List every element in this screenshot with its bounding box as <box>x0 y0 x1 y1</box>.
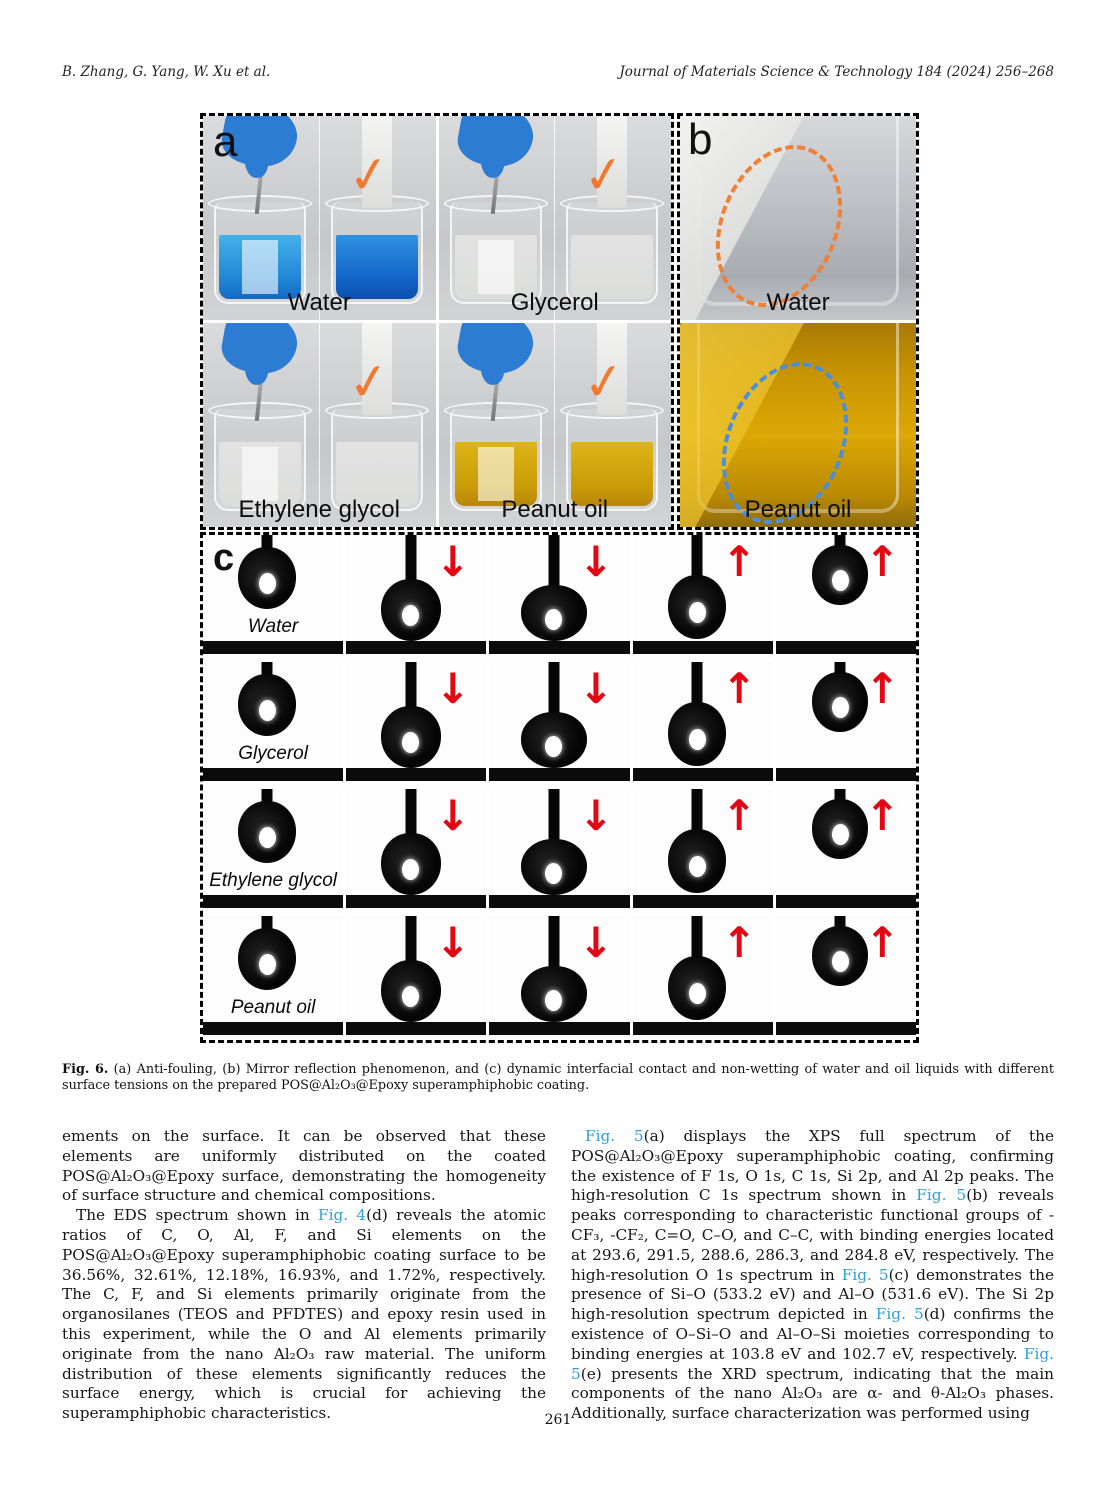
check-icon: ✓ <box>343 350 394 414</box>
droplet-icon <box>521 839 587 895</box>
coating-surface <box>346 895 486 908</box>
droplet-frame <box>203 662 343 786</box>
arrow-up-icon: ↑ <box>721 918 757 967</box>
droplet-frame <box>776 662 916 786</box>
row-label: Ethylene glycol <box>209 870 337 891</box>
droplet-icon <box>521 585 587 641</box>
text-run: (c) demonstrates the presence of Si–O (533.2 eV) and Al–O (531.6 eV). The Si 2p high-resolution spectrum depicted in <box>571 1265 1055 1324</box>
paragraph <box>571 1127 1054 1424</box>
needle-icon <box>692 662 703 704</box>
liquid-label: Water <box>766 289 830 316</box>
coated-sample <box>478 240 514 294</box>
droplet-highlight <box>832 570 849 591</box>
droplet-frame <box>346 789 486 913</box>
droplet-highlight <box>402 859 419 880</box>
coating-surface <box>203 768 343 781</box>
coating-surface <box>346 1022 486 1035</box>
check-icon: ✓ <box>343 143 394 207</box>
droplet-frame <box>633 789 773 913</box>
droplet-frame <box>489 662 629 786</box>
figure-panel-c <box>200 532 919 1043</box>
droplet-highlight <box>259 827 276 848</box>
droplet-icon <box>521 966 587 1022</box>
figure-caption <box>62 1062 1054 1094</box>
droplet-highlight <box>545 736 562 757</box>
droplet-highlight <box>545 609 562 630</box>
droplet-frame <box>346 535 486 659</box>
coating-surface <box>776 1022 916 1035</box>
droplet-highlight <box>832 824 849 845</box>
page-number: 261 <box>544 1412 572 1428</box>
coating-surface <box>633 1022 773 1035</box>
panel-c-letter: c <box>213 537 235 579</box>
droplet-frame <box>776 916 916 1040</box>
needle-icon <box>692 789 703 831</box>
quadrant-ethylene-glycol <box>203 323 436 527</box>
droplet-icon <box>668 829 726 893</box>
quadrant-peanut-oil <box>439 323 672 527</box>
panel-a-letter: a <box>213 117 238 166</box>
needle-icon <box>405 662 416 712</box>
glove-icon <box>454 323 538 379</box>
arrow-up-icon: ↑ <box>721 791 757 840</box>
coating-surface <box>203 895 343 908</box>
coating-surface <box>346 768 486 781</box>
coating-surface <box>633 641 773 654</box>
droplet-frame <box>203 535 343 659</box>
droplet-frame <box>633 662 773 786</box>
droplet-frame <box>489 789 629 913</box>
coating-surface <box>489 895 629 908</box>
header-journal: Journal of Materials Science & Technology 184 (2024) 256–268 <box>619 64 1054 80</box>
figure-citation-link[interactable]: Fig. 5 <box>916 1186 967 1205</box>
droplet-highlight <box>689 983 706 1004</box>
coating-surface <box>776 641 916 654</box>
needle-icon <box>405 916 416 966</box>
droplet-frame <box>489 916 629 1040</box>
droplet-highlight <box>689 856 706 877</box>
droplet-frame <box>633 535 773 659</box>
mirror-photo-water <box>680 116 916 320</box>
figure-citation-link[interactable]: Fig. 5 <box>571 1344 1054 1383</box>
figure-panel-a <box>200 113 674 530</box>
coating-surface <box>776 768 916 781</box>
text-run: (e) presents the XRD spectrum, indicating that the main components of the nano Al₂O₃ are α- and θ-Al₂O₃ phases. Additionally, surface characterization was performed using <box>571 1364 1054 1423</box>
text-run: (a) displays the XPS full spectrum of the POS@Al₂O₃@Epoxy superamphiphobic coating, confirming the existence of F 1s, O 1s, C 1s, Si 2p, and Al 2p peaks. The high-resolution C 1s spectrum shown in <box>571 1127 1054 1205</box>
droplet-highlight <box>545 990 562 1011</box>
droplet-icon <box>238 801 296 863</box>
droplet-frame <box>346 662 486 786</box>
check-icon: ✓ <box>579 350 629 414</box>
droplet-icon <box>381 579 441 641</box>
coated-sample <box>478 447 514 501</box>
caption-tag: Fig. 6. <box>62 1062 109 1077</box>
arrow-down-icon: ↓ <box>578 918 614 967</box>
droplet-frame <box>346 916 486 1040</box>
droplet-frame <box>633 916 773 1040</box>
droplet-icon <box>238 547 296 609</box>
arrow-up-icon: ↑ <box>721 537 757 586</box>
text-run: (d) reveals the atomic ratios of C, O, Al, F, and Si elements on the POS@Al₂O₃@Epoxy superamphiphobic coating surface to be 36.56%, 32.61%, 12.18%, 16.93%, and 1.72%, respectively. The C, F, and Si elements primarily originate from the organosilanes (TEOS and PFDTES) and epoxy resin used in this experiment, while the O and Al elements primarily originate from the nano Al₂O₃ raw material. The uniform distribution of these elements significantly reduces the surface energy, which is crucial for achieving the superamphiphobic characteristics. <box>62 1206 547 1423</box>
arrow-up-icon: ↑ <box>721 664 757 713</box>
liquid-label: Peanut oil <box>744 496 852 523</box>
row-label: Peanut oil <box>230 997 316 1018</box>
coating-surface <box>489 641 629 654</box>
text-run: (b) reveals peaks corresponding to characteristic functional groups of -CF₃, -CF₂, C=O, C–O, and C–C, with binding energies located at 293.6, 291.5, 288.6, 286.3, and 284.8 eV, respectively. The high-resolution O 1s spectrum in <box>571 1186 1054 1284</box>
droplet-highlight <box>832 951 849 972</box>
figure-citation-link[interactable]: Fig. 5 <box>585 1127 644 1145</box>
arrow-down-icon: ↓ <box>578 791 614 840</box>
droplet-frame <box>776 535 916 659</box>
droplet-highlight <box>689 729 706 750</box>
droplet-highlight <box>402 732 419 753</box>
quadrant-water <box>203 116 436 320</box>
droplet-highlight <box>402 986 419 1007</box>
droplet-highlight <box>689 602 706 623</box>
droplet-highlight <box>832 697 849 718</box>
arrow-up-icon: ↑ <box>864 537 900 586</box>
droplet-icon <box>812 926 868 986</box>
glove-icon <box>218 323 302 379</box>
paragraph <box>62 1206 546 1424</box>
droplet-icon <box>238 928 296 990</box>
glove-icon <box>454 116 538 172</box>
needle-icon <box>405 535 416 585</box>
liquid-label: Peanut oil <box>501 496 609 523</box>
droplet-icon <box>381 706 441 768</box>
arrow-up-icon: ↑ <box>864 791 900 840</box>
arrow-down-icon: ↓ <box>578 664 614 713</box>
coating-surface <box>346 641 486 654</box>
panel-b-letter: b <box>688 115 713 164</box>
paragraph: ements on the surface. It can be observed that these elements are uniformly distributed on the coated POS@Al₂O₃@Epoxy surface, demonstrating the homogeneity of surface structure and chemical compositions. <box>62 1127 546 1205</box>
droplet-highlight <box>259 700 276 721</box>
coated-sample <box>242 240 278 294</box>
arrow-down-icon: ↓ <box>578 537 614 586</box>
arrow-down-icon: ↓ <box>435 664 471 713</box>
caption-text: (a) Anti-fouling, (b) Mirror reflection phenomenon, and (c) dynamic interfacial contact and non-wetting of water and oil liquids with different surface tensions on the prepared POS@Al₂O₃@Epoxy superamphiphobic coating. <box>62 1062 1054 1093</box>
body-left-column <box>62 1127 546 1424</box>
page-header <box>62 64 1054 80</box>
coating-surface <box>776 895 916 908</box>
droplet-frame <box>203 916 343 1040</box>
droplet-icon <box>668 575 726 639</box>
droplet-icon <box>521 712 587 768</box>
droplet-frame <box>203 789 343 913</box>
coating-surface <box>489 1022 629 1035</box>
droplet-icon <box>381 833 441 895</box>
droplet-highlight <box>545 863 562 884</box>
header-authors: B. Zhang, G. Yang, W. Xu et al. <box>62 64 271 80</box>
coating-surface <box>489 768 629 781</box>
coating-surface <box>633 895 773 908</box>
droplet-highlight <box>259 954 276 975</box>
needle-icon <box>692 916 703 958</box>
coating-surface <box>203 1022 343 1035</box>
arrow-up-icon: ↑ <box>864 664 900 713</box>
figure-citation-link[interactable]: Fig. 5 <box>841 1265 889 1284</box>
row-label: Glycerol <box>238 743 308 764</box>
droplet-icon <box>812 672 868 732</box>
liquid-label: Ethylene glycol <box>238 496 400 523</box>
liquid-label: Water <box>287 289 351 316</box>
figure-panel-b <box>677 113 919 530</box>
body-right-column <box>571 1127 1054 1424</box>
quadrant-glycerol <box>439 116 672 320</box>
text-run: The EDS spectrum shown in <box>76 1206 318 1225</box>
needle-icon <box>405 789 416 839</box>
mirror-photo-peanut-oil <box>680 323 916 527</box>
droplet-frame <box>489 535 629 659</box>
droplet-highlight <box>259 573 276 594</box>
droplet-icon <box>238 674 296 736</box>
text-run: (d) confirms the existence of O–Si–O and Al–O–Si moieties corresponding to binding energies at 103.8 eV and 102.7 eV, respectively. <box>571 1305 1054 1363</box>
needle-icon <box>692 535 703 577</box>
droplet-icon <box>381 960 441 1022</box>
droplet-icon <box>812 545 868 605</box>
check-icon: ✓ <box>579 143 629 207</box>
coated-sample <box>242 447 278 501</box>
coating-surface <box>633 768 773 781</box>
arrow-down-icon: ↓ <box>435 791 471 840</box>
figure-citation-link[interactable]: Fig. 4 <box>317 1206 367 1225</box>
coating-surface <box>203 641 343 654</box>
arrow-up-icon: ↑ <box>864 918 900 967</box>
row-label: Water <box>247 616 299 637</box>
arrow-down-icon: ↓ <box>435 537 471 586</box>
droplet-icon <box>812 799 868 859</box>
droplet-highlight <box>402 605 419 626</box>
droplet-frame <box>776 789 916 913</box>
liquid-label: Glycerol <box>510 289 599 316</box>
droplet-icon <box>668 956 726 1020</box>
droplet-icon <box>668 702 726 766</box>
arrow-down-icon: ↓ <box>435 918 471 967</box>
figure-citation-link[interactable]: Fig. 5 <box>875 1305 924 1324</box>
